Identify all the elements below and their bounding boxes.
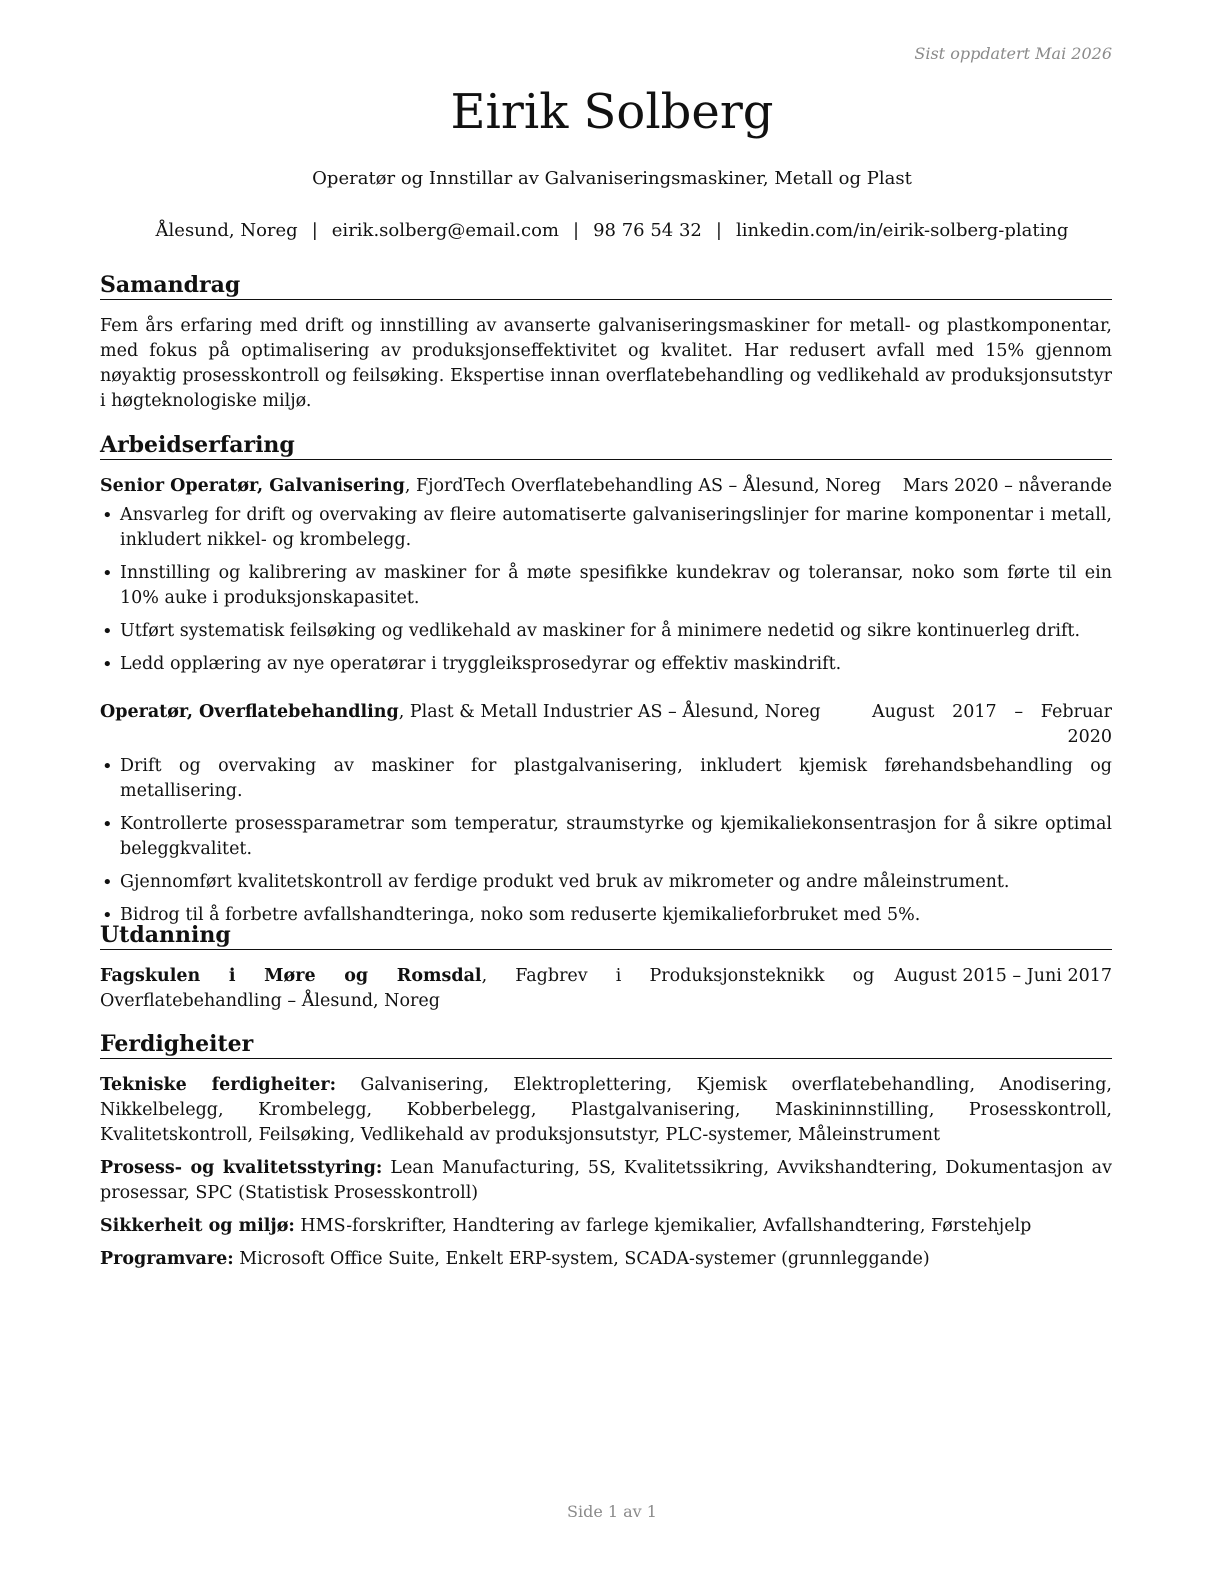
skills-list (100, 1073, 1112, 1280)
job-bullet: • Kontrollerte prosessparametrar som temperatur, straumstyrke og kjemikaliekonsentrasjon for å sikre optimal beleggkvalitet. (100, 812, 1112, 862)
job-bullet: • Utført systematisk feilsøking og vedlikehald av maskiner for å minimere nedetid og sikre kontinuerleg drift. (100, 619, 1112, 644)
section-heading-summary: Samandrag (100, 271, 1112, 300)
section-heading-skills: Ferdigheiter (100, 1030, 1112, 1059)
contact-linkedin[interactable]: linkedin.com/in/eirik-solberg-plating (735, 220, 1069, 241)
skill-group-label: Tekniske ferdigheiter: (100, 1075, 337, 1095)
job-bullet: • Innstilling og kalibrering av maskiner for å møte spesifikke kundekrav og toleransar, noko som førte til ein 10% auke i produksjonskapasitet. (100, 561, 1112, 611)
contact-location: Ålesund, Noreg (155, 220, 298, 241)
job-header (100, 474, 1112, 499)
job-bullets (100, 754, 1112, 928)
contact-line (0, 220, 1224, 241)
section-heading-education: Utdanning (100, 921, 1112, 950)
education-title-line (100, 964, 874, 1014)
skill-group (100, 1073, 1112, 1148)
skill-group-text: Galvanisering, Elektroplettering, Kjemisk overflatebehandling, Anodisering, Nikkelbelegg, Krombelegg, Kobberbelegg, Plastgalvanisering, Maskininnstilling, Prosesskontroll, Kvalitetskontroll, Feilsøking, Vedlikehald av produksjonsutstyr, PLC-systemer, Måleinstrument (100, 1075, 1112, 1145)
job-bullet: • Ledd opplæring av nye operatørar i tryggleiksprosedyrar og effektiv maskindrift. (100, 652, 1112, 677)
contact-email[interactable]: eirik.solberg@email.com (331, 220, 559, 241)
contact-separator: | (311, 220, 318, 241)
skill-group (100, 1214, 1112, 1239)
job-title: Senior Operatør, Galvanisering (100, 476, 405, 496)
job-dates: August 2017 – Februar 2020 (872, 702, 1112, 747)
skill-group-label: Sikkerheit og miljø: (100, 1216, 295, 1236)
job-company: , Plast & Metall Industrier AS – Ålesund, Noreg (398, 702, 821, 722)
skill-group (100, 1247, 1112, 1272)
last-updated-note: Sist oppdatert Mai 2026 (914, 44, 1112, 63)
job-bullet: • Gjennomført kvalitetskontroll av ferdige produkt ved bruk av mikrometer og andre måleinstrument. (100, 870, 1112, 895)
contact-separator: | (573, 220, 580, 241)
education-dates: August 2015 – Juni 2017 (894, 966, 1112, 986)
job-company: , FjordTech Overflatebehandling AS – Ålesund, Noreg (404, 476, 882, 496)
job-entry (100, 474, 1112, 685)
job-entry (100, 700, 1112, 936)
skill-group-text: Microsoft Office Suite, Enkelt ERP-system, SCADA-systemer (grunnleggande) (233, 1249, 930, 1269)
skill-group-label: Prosess- og kvalitetsstyring: (100, 1158, 383, 1178)
skill-group-text: HMS-forskrifter, Handtering av farlege kjemikalier, Avfallshandtering, Førstehjelp (294, 1216, 1032, 1236)
job-dates: Mars 2020 – nåverande (902, 476, 1112, 496)
skill-group-text: Lean Manufacturing, 5S, Kvalitetssikring, Avvikshandtering, Dokumentasjon av prosessar, SPC (Statistisk Prosesskontroll) (100, 1158, 1113, 1203)
job-title-line (100, 700, 852, 750)
education-degree: , Fagbrev i Produksjonsteknikk og Overflatebehandling – Ålesund, Noreg (100, 966, 875, 1011)
skill-group (100, 1156, 1112, 1206)
job-bullets (100, 503, 1112, 677)
job-bullet: • Drift og overvaking av maskiner for plastgalvanisering, inkludert kjemisk førehandsbehandling og metallisering. (100, 754, 1112, 804)
contact-phone: 98 76 54 32 (593, 220, 702, 241)
candidate-name: Eirik Solberg (450, 84, 774, 140)
job-title-line (100, 474, 883, 499)
job-title: Operatør, Overflatebehandling (100, 702, 399, 722)
education-header (100, 964, 1112, 1014)
job-bullet: • Ansvarleg for drift og overvaking av fleire automatiserte galvaniseringslinjer for marine komponentar i metall, inkludert nikkel- og krombelegg. (100, 503, 1112, 553)
page-number: Side 1 av 1 (567, 1502, 657, 1521)
skill-group-label: Programvare: (100, 1249, 234, 1269)
summary-text: Fem års erfaring med drift og innstilling av avanserte galvaniseringsmaskiner for metall- og plastkomponentar, med fokus på optimalisering av produksjonseffektivitet og kvalitet. Har redusert avfall med 15% gjennom nøyaktig prosesskontroll og feilsøking. Ekspertise innan overflatebehandling og vedlikehald av produksjonsutstyr i høgteknologiske miljø. (100, 316, 1112, 411)
candidate-subtitle: Operatør og Innstillar av Galvaniseringsmaskiner, Metall og Plast (312, 168, 912, 189)
contact-separator: | (715, 220, 722, 241)
education-school: Fagskulen i Møre og Romsdal (100, 966, 482, 986)
job-bullet: • Bidrog til å forbetre avfallshandteringa, noko som reduserte kjemikalieforbruket med 5%. (100, 903, 1112, 928)
education-entry (100, 964, 1112, 1014)
section-heading-experience: Arbeidserfaring (100, 431, 1112, 460)
job-header (100, 700, 1112, 750)
